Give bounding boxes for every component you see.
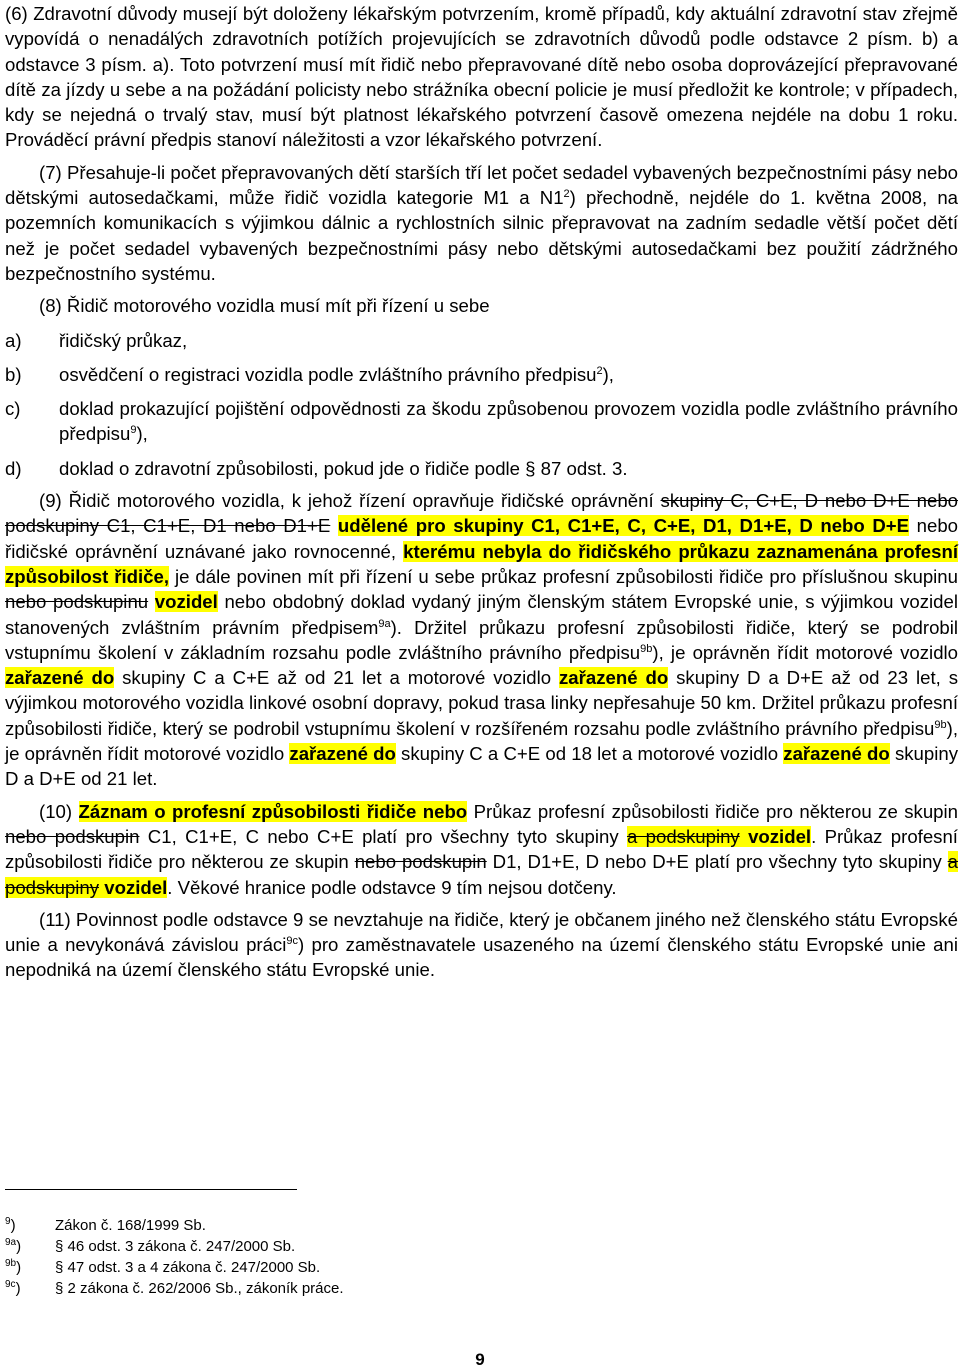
list-label: a) bbox=[5, 329, 22, 351]
highlighted-text: vozidel bbox=[739, 825, 812, 847]
highlighted-text: vozidel bbox=[99, 876, 168, 898]
highlighted-struck-text: a podskupiny bbox=[626, 825, 740, 847]
footnote-9: $^9$) Zákon č. 168/1999 Sb. bbox=[5, 1216, 206, 1234]
footnote-ref-9b: 9b bbox=[640, 642, 653, 655]
list-item-c bbox=[5, 396, 958, 447]
footnote-9b: $^{9b}$) § 47 odst. 3 a 4 zákona č. 247/2000 Sb. bbox=[5, 1258, 321, 1276]
list-item-b bbox=[5, 362, 958, 387]
highlighted-text: zařazené do bbox=[289, 743, 396, 765]
paragraph-6: (6) Zdravotní důvody musejí být doloženy lékařským potvrzením, kromě případů, kdy aktuální zdravotní stav zřejmě vypovídá o nenadálých zdravotních potížích projevujících se zdravotních důvodů podle odstavce 2 písm. b) a odstavce 3 písm. a). Toto potvrzení musí mít řidič nebo přepravované dítě nebo osoba doprovázející přepravované dítě za jízdy u sebe a na požádání policisty nebo strážníka obecní policie je musí předložit ke kontrole; v případech, kdy se nejedná o trvalý stav, musí být platnost lékařského potvrzení časově omezena nejdéle na dobu 1 roku. Prováděcí právní předpis stanoví náležitosti a vzor lékařského potvrzení. bbox=[5, 3, 958, 151]
footnote-ref: 2 bbox=[596, 364, 603, 377]
struck-text: skupiny C, C+E, D nebo D+E nebo podskupiny C1, C1+E, D1 nebo D1+E bbox=[5, 490, 958, 537]
list-label: d) bbox=[5, 457, 22, 479]
paragraph-10: (10) Záznam o profesní způsobilosti řidiče nebo Průkaz profesní způsobilosti řidiče pro některou ze skupin nebo podskupin C1, C1+E, C nebo C+E platí pro všechny tyto skupiny a podskupiny vozidel. Průkaz profesní způsobilosti řidiče pro některou ze skupin nebo podskupin D1, D1+E, D nebo D+E platí pro všechny tyto skupiny a podskupiny vozidel. Věkové hranice podle odstavce 9 tím nejsou dotčeny. bbox=[5, 800, 958, 898]
highlighted-text: udělené pro skupiny C1, C1+E, C, C+E, D1, D1+E, D nebo D+E bbox=[337, 515, 910, 537]
p7-text-a: (7) Přesahuje-li počet přepravovaných dětí starších tří let počet sedadel vybavených bezpečnostními pásy nebo dětskými autosedačkami, může řidič vozidla kategorie M1 a N1 bbox=[5, 161, 958, 209]
paragraph-11: (11) Povinnost podle odstavce 9 se nevztahuje na řidiče, který je občanem jiného než členského státu Evropské unie a nevykonává závislou práci$^{9c}$) pro zaměstnavatele usazeného na území členského státu Evropské unie ani nepodniká na území členského státu Evropské unie. bbox=[5, 908, 958, 981]
list-label: c) bbox=[5, 398, 21, 420]
footnote-ref-2: 2 bbox=[563, 188, 570, 201]
paragraph-9: (9) Řidič motorového vozidla, k jehož řízení opravňuje řidičské oprávnění skupiny C, C+E, D nebo D+E nebo podskupiny C1, C1+E, D1 nebo D1+E udělené pro skupiny C1, C1+E, C, C+E, D1, D1+E, D nebo D+E nebo řidičské oprávnění uznávané jako rovnocenné, kterému nebyla do řidičského průkazu zaznamenána profesní způsobilost řidiče, je dále povinen mít při řízení u sebe průkaz profesní způsobilosti řidiče pro příslušnou skupinu nebo podskupinu vozidel nebo obdobný doklad vydaný jiným členským státem Evropské unie, s výjimkou vozidel stanovených zvláštním právním předpisem$^{9a}$). Držitel průkazu profesní způsobilosti řidiče, který se podrobil vstupnímu školení v základním rozsahu podle zvláštního právního předpisu$^{9b}$), je oprávněn řídit motorové vozidlo zařazené do skupiny C a C+E až od 21 let a motorové vozidlo zařazené do skupiny D a D+E až od 23 let, s výjimkou motorového vozidla linkové osobní dopravy, pokud trasa linky nepřesahuje 50 km. Držitel průkazu profesní způsobilosti řidiče, který se podrobil vstupnímu školení v rozšířeném rozsahu podle zvláštního právního předpisu$^{9b}$), je oprávněn řídit motorové vozidlo zařazené do skupiny C a C+E od 18 let a motorové vozidlo zařazené do skupiny D a D+E od 21 let. bbox=[5, 490, 959, 790]
footnote-ref-9a: 9a bbox=[378, 617, 391, 630]
list-text: doklad o zdravotní způsobilosti, pokud jde o řidiče podle § 87 odst. 3. bbox=[59, 457, 628, 479]
highlighted-text: zařazené do bbox=[559, 667, 669, 689]
highlighted-text: Záznam o profesní způsobilosti řidiče nebo bbox=[78, 800, 468, 822]
list-text: řidičský průkaz, bbox=[59, 329, 188, 351]
highlighted-text: vozidel bbox=[154, 591, 218, 613]
highlighted-text: zařazené do bbox=[5, 667, 115, 689]
footnote-ref: 9 bbox=[130, 424, 137, 437]
highlighted-text: zařazené do bbox=[783, 743, 890, 765]
footnote-ref-9b: 9b bbox=[934, 718, 947, 731]
footnote-ref-9c: 9c bbox=[286, 935, 298, 948]
footnote-9a: $^{9a}$) § 46 odst. 3 zákona č. 247/2000 Sb. bbox=[5, 1237, 296, 1255]
footnote-9c: $^{9c}$) § 2 zákona č. 262/2006 Sb., zákoník práce. bbox=[5, 1279, 344, 1297]
list-text: doklad prokazující pojištění odpovědnosti za škodu způsobenou provozem vozidla podle zvláštního právního předpisu$^9$), bbox=[59, 398, 958, 445]
highlighted-struck-text: a podskupiny bbox=[5, 851, 958, 898]
list-text: osvědčení o registraci vozidla podle zvláštního právního předpisu$^2$), bbox=[59, 363, 614, 385]
list-item-a bbox=[5, 328, 958, 353]
struck-text: nebo podskupinu bbox=[5, 591, 149, 613]
list-item-d bbox=[5, 456, 958, 481]
document-page bbox=[5, 0, 959, 1297]
page-number: 9 bbox=[475, 1350, 485, 1369]
struck-text: nebo podskupin bbox=[354, 851, 487, 873]
highlighted-text: kterému nebyla do řidičského průkazu zaznamenána profesní způsobilost řidiče, bbox=[5, 540, 958, 587]
paragraph-8-intro: (8) Řidič motorového vozidla musí mít při řízení u sebe bbox=[39, 295, 490, 317]
struck-text: nebo podskupin bbox=[5, 825, 140, 847]
paragraph-7 bbox=[5, 160, 958, 286]
footnote-separator bbox=[5, 1189, 297, 1190]
list-label: b) bbox=[5, 363, 22, 385]
p7-text-b: ) přechodně, nejdéle do 1. května 2008, na pozemních komunikacích s výjimkou dálnic a rychlostních silnic přepravovat na zadním sedadle větší počet dětí než je počet sedadel vybavených bezpečnostními pásy nebo dětskými autosedačkami bez použití zádržného bezpečnostního systému. bbox=[5, 187, 958, 284]
